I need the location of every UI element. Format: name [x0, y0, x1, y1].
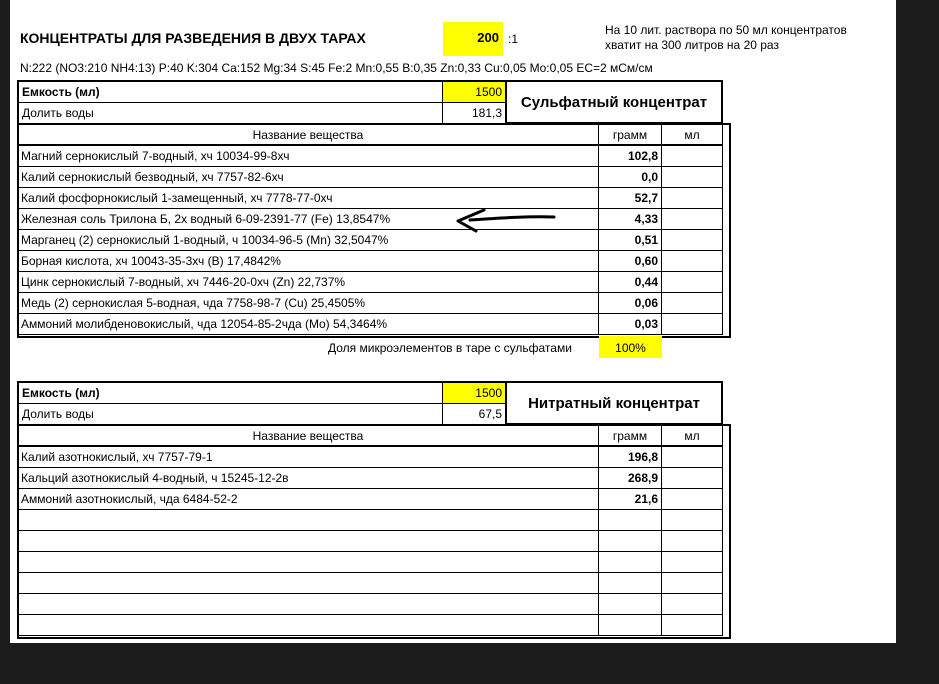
microelement-share-label: Доля микроэлементов в таре с сульфатами [328, 341, 572, 355]
nitrate-row-name[interactable]: Калий азотнокислый, хч 7757-79-1 [18, 446, 599, 468]
nitrate-row-ml[interactable] [662, 594, 723, 615]
nitrate-capacity-label: Емкость (мл) [18, 382, 443, 404]
nitrate-row [18, 615, 723, 636]
sulfate-row-ml[interactable] [662, 209, 723, 230]
sulfate-row-gram[interactable]: 4,33 [599, 209, 662, 230]
sulfate-row-ml[interactable] [662, 251, 723, 272]
sulfate-row-name[interactable]: Аммоний молибденовокислый, чда 12054-85-2чда (Mo) 54,3464% [18, 314, 599, 335]
sulfate-water-label: Долить воды [18, 103, 443, 124]
nitrate-row-name[interactable] [18, 594, 599, 615]
microelement-share-value: 100% [615, 341, 646, 355]
nitrate-row [18, 573, 723, 594]
nutrient-formula: N:222 (NO3:210 NH4:13) P:40 K:304 Ca:152 Mg:34 S:45 Fe:2 Mn:0,55 B:0,35 Zn:0,33 Cu:0,05 Mo:0,05 EC=2 мСм/см [20, 61, 653, 75]
note-line-2: хватит на 300 литров на 20 раз [605, 38, 779, 52]
sulfate-row [18, 293, 723, 314]
nitrate-row-gram[interactable] [599, 594, 662, 615]
nitrate-row-ml[interactable] [662, 446, 723, 468]
nitrate-row [18, 489, 723, 510]
ratio-suffix: :1 [508, 32, 519, 46]
nitrate-row [18, 510, 723, 531]
sulfate-row-ml[interactable] [662, 230, 723, 251]
sulfate-row-gram[interactable]: 0,06 [599, 293, 662, 314]
sulfate-row-ml[interactable] [662, 314, 723, 335]
nitrate-row-name[interactable] [18, 552, 599, 573]
sulfate-col-name: Название вещества [18, 124, 599, 145]
nitrate-row [18, 552, 723, 573]
sulfate-row [18, 272, 723, 293]
sulfate-row [18, 230, 723, 251]
page-title: КОНЦЕНТРАТЫ ДЛЯ РАЗВЕДЕНИЯ В ДВУХ ТАРАХ [20, 30, 366, 46]
nitrate-capacity-value[interactable]: 1500 [443, 382, 506, 404]
sulfate-row-gram[interactable]: 102,8 [599, 145, 662, 167]
sulfate-row-gram[interactable]: 52,7 [599, 188, 662, 209]
nitrate-water-value: 67,5 [443, 404, 506, 425]
nitrate-row-gram[interactable]: 268,9 [599, 468, 662, 489]
nitrate-row-ml[interactable] [662, 552, 723, 573]
sulfate-row-gram[interactable]: 0,51 [599, 230, 662, 251]
arrow-annotation-icon [450, 206, 570, 236]
sulfate-row-name[interactable]: Калий сернокислый безводный, хч 7757-82-6хч [18, 167, 599, 188]
sulfate-row-ml[interactable] [662, 167, 723, 188]
sulfate-capacity-value[interactable]: 1500 [443, 81, 506, 103]
note-line-1: На 10 лит. раствора по 50 мл концентратов [605, 23, 847, 37]
sulfate-row-name[interactable]: Магний сернокислый 7-водный, хч 10034-99-8хч [18, 145, 599, 167]
nitrate-col-gram: грамм [599, 425, 662, 446]
sulfate-row [18, 167, 723, 188]
nitrate-row-gram[interactable] [599, 615, 662, 636]
nitrate-row-name[interactable] [18, 573, 599, 594]
nitrate-water-label: Долить воды [18, 404, 443, 425]
sulfate-row-name[interactable]: Борная кислота, хч 10043-35-3хч (B) 17,4842% [18, 251, 599, 272]
sulfate-row-name[interactable]: Марганец (2) сернокислый 1-водный, ч 10034-96-5 (Mn) 32,5047% [18, 230, 599, 251]
nitrate-row-ml[interactable] [662, 468, 723, 489]
nitrate-concentrate-title: Нитратный концентрат [506, 381, 723, 425]
nitrate-row-gram[interactable]: 196,8 [599, 446, 662, 468]
nitrate-row-ml[interactable] [662, 573, 723, 594]
spreadsheet-sheet [10, 0, 896, 643]
nitrate-row-ml[interactable] [662, 489, 723, 510]
sulfate-water-value: 181,3 [443, 103, 506, 124]
nitrate-row-ml[interactable] [662, 531, 723, 552]
sulfate-row [18, 209, 723, 230]
nitrate-row-name[interactable] [18, 510, 599, 531]
sulfate-row-name[interactable]: Калий фосфорнокислый 1-замещенный, хч 7778-77-0хч [18, 188, 599, 209]
nitrate-capacity-table [17, 381, 506, 425]
nitrate-col-name: Название вещества [18, 425, 599, 446]
nitrate-row-gram[interactable] [599, 573, 662, 594]
sulfate-row-gram[interactable]: 0,03 [599, 314, 662, 335]
sulfate-col-ml: мл [662, 124, 723, 145]
sulfate-row [18, 145, 723, 167]
nitrate-row [18, 446, 723, 468]
nitrate-row-gram[interactable] [599, 552, 662, 573]
nitrate-row-name[interactable] [18, 615, 599, 636]
nitrate-row-name[interactable]: Аммоний азотнокислый, чда 6484-52-2 [18, 489, 599, 510]
sulfate-row [18, 314, 723, 335]
sulfate-row-name[interactable]: Цинк сернокислый 7-водный, хч 7446-20-0хч (Zn) 22,737% [18, 272, 599, 293]
nitrate-row [18, 531, 723, 552]
nitrate-row [18, 594, 723, 615]
nitrate-row-name[interactable]: Кальций азотнокислый 4-водный, ч 15245-12-2в [18, 468, 599, 489]
dilution-note [605, 23, 847, 53]
nitrate-row [18, 468, 723, 489]
nitrate-items-table [17, 424, 723, 636]
sulfate-concentrate-title: Сульфатный концентрат [506, 80, 723, 124]
sulfate-row-name[interactable]: Медь (2) сернокислая 5-водная, чда 7758-98-7 (Cu) 25,4505% [18, 293, 599, 314]
sulfate-row-name[interactable]: Железная соль Трилона Б, 2х водный 6-09-2391-77 (Fe) 13,8547% [18, 209, 599, 230]
nitrate-row-gram[interactable] [599, 531, 662, 552]
sulfate-row-gram[interactable]: 0,60 [599, 251, 662, 272]
sulfate-row [18, 188, 723, 209]
sulfate-row-ml[interactable] [662, 293, 723, 314]
sulfate-row [18, 251, 723, 272]
sulfate-row-gram[interactable]: 0,44 [599, 272, 662, 293]
nitrate-row-gram[interactable]: 21,6 [599, 489, 662, 510]
sulfate-capacity-label: Емкость (мл) [18, 81, 443, 103]
sulfate-row-ml[interactable] [662, 188, 723, 209]
nitrate-row-gram[interactable] [599, 510, 662, 531]
sulfate-col-gram: грамм [599, 124, 662, 145]
nitrate-col-ml: мл [662, 425, 723, 446]
nitrate-row-name[interactable] [18, 531, 599, 552]
sulfate-items-table [17, 123, 723, 335]
sulfate-row-ml[interactable] [662, 272, 723, 293]
nitrate-row-ml[interactable] [662, 510, 723, 531]
nitrate-row-ml[interactable] [662, 615, 723, 636]
sulfate-row-ml[interactable] [662, 145, 723, 167]
ratio-value: 200 [477, 30, 499, 45]
sulfate-row-gram[interactable]: 0,0 [599, 167, 662, 188]
sulfate-capacity-table [17, 80, 506, 124]
